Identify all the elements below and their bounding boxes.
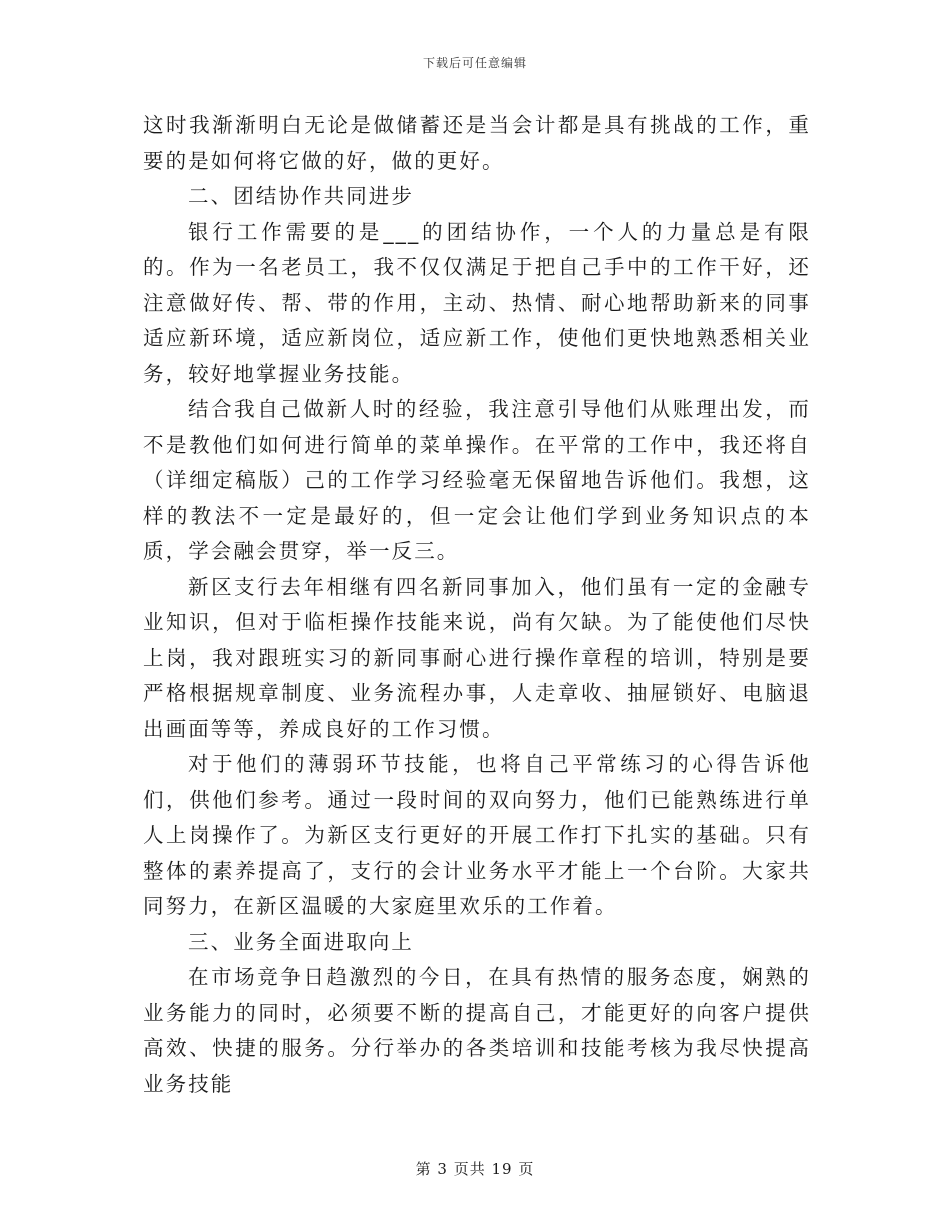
section-heading: 二、团结协作共同进步 [188, 184, 414, 208]
section-heading: 三、业务全面进取向上 [188, 929, 414, 954]
paragraph: 对于他们的薄弱环节技能，也将自己平常练习的心得告诉他们，供他们参考。通过一段时间的双向努力，他们已能熟练进行单人上岗操作了。为新区支行更好的开展工作打下扎实的基础。只有整体的素养提高了，支行的会计业务水平才能上一个台阶。大家共同努力，在新区温暖的大家庭里欢乐的工作着。 [143, 752, 811, 918]
paragraph: 银行工作需要的是___的团结协作，一个人的力量总是有限的。作为一名老员工，我不仅仅满足于把自己手中的工作干好，还注意做好传、帮、带的作用，主动、热情、耐心地帮助新来的同事适应新环境，适应新岗位，适应新工作，使他们更快地熟悉相关业务，较好地掌握业务技能。 [143, 219, 811, 386]
paragraph: 新区支行去年相继有四名新同事加入，他们虽有一定的金融专业知识，但对于临柜操作技能来说，尚有欠缺。为了能使他们尽快上岗，我对跟班实习的新同事耐心进行操作章程的培训，特别是要严格根据规章制度、业务流程办事，人走章收、抽屉锁好、电脑退出画面等等，养成良好的工作习惯。 [143, 574, 811, 741]
document-body [143, 108, 811, 1102]
page-header: 下载后可任意编辑 [422, 56, 527, 70]
page-number: 第 3 页共 19 页 [415, 1160, 535, 1178]
paragraph: 这时我渐渐明白无论是做储蓄还是当会计都是具有挑战的工作，重要的是如何将它做的好，做的更好。 [143, 113, 811, 173]
paragraph: 在市场竞争日趋激烈的今日，在具有热情的服务态度，娴熟的业务能力的同时，必须要不断的提高自己，才能更好的向客户提供高效、快捷的服务。分行举办的各类培训和技能考核为我尽快提高业务技能 [143, 965, 811, 1096]
paragraph: 结合我自己做新人时的经验，我注意引导他们从账理出发，而不是教他们如何进行简单的菜单操作。在平常的工作中，我还将自（详细定稿版）己的工作学习经验毫无保留地告诉他们。我想，这样的教法不一定是最好的，但一定会让他们学到业务知识点的本质，学会融会贯穿，举一反三。 [143, 397, 811, 563]
